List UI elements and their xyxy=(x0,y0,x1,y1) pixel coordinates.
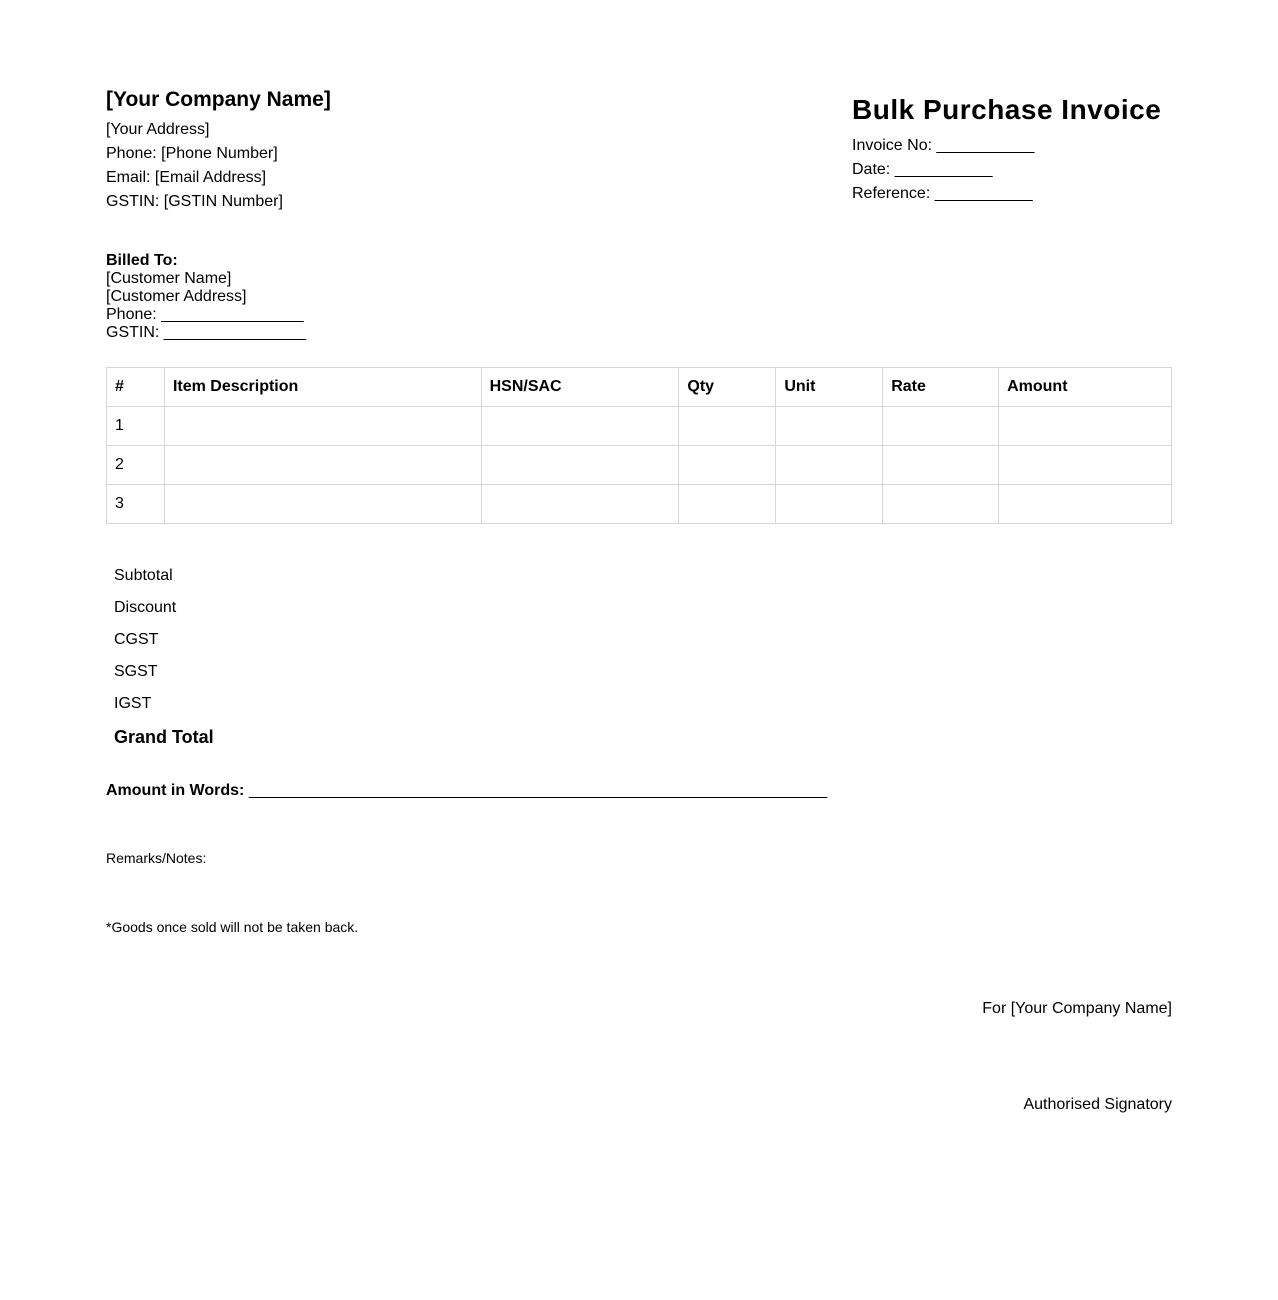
billed-to xyxy=(106,252,306,342)
seller-info xyxy=(106,86,331,214)
amount-in-words-label: Amount in Words: xyxy=(106,782,245,799)
customer-gstin: GSTIN: ________________ xyxy=(106,324,307,341)
invoice-date: Date: ___________ xyxy=(852,161,993,178)
rate-cell xyxy=(883,407,999,446)
hsn-sac-cell xyxy=(481,485,679,524)
rate-cell xyxy=(883,446,999,485)
invoice-title: Bulk Purchase Invoice xyxy=(852,94,1162,125)
remarks-label: Remarks/Notes: xyxy=(106,850,207,866)
item-description-cell xyxy=(164,407,481,446)
hsn-sac-cell xyxy=(481,446,679,485)
amount-in-words-blank: _________________________________________________________________ xyxy=(248,782,828,799)
header-qty: Qty xyxy=(679,368,776,407)
table-row xyxy=(107,485,1172,524)
cgst-label: CGST xyxy=(114,631,159,648)
invoice-number: Invoice No: ___________ xyxy=(852,137,1035,154)
unit-cell xyxy=(776,407,883,446)
customer-phone: Phone: ________________ xyxy=(106,306,304,323)
billed-to-heading: Billed To: xyxy=(106,252,178,269)
totals-section xyxy=(114,560,214,754)
table-header-row xyxy=(107,368,1172,407)
qty-cell xyxy=(679,446,776,485)
header-item-description: Item Description xyxy=(164,368,481,407)
customer-address: [Customer Address] xyxy=(106,288,247,305)
company-phone: Phone: [Phone Number] xyxy=(106,145,278,162)
invoice-reference: Reference: ___________ xyxy=(852,185,1033,202)
authorised-signatory: Authorised Signatory xyxy=(1023,1096,1172,1113)
hsn-sac-cell xyxy=(481,407,679,446)
company-name: [Your Company Name] xyxy=(106,88,331,111)
sgst-label: SGST xyxy=(114,663,158,680)
header-amount: Amount xyxy=(999,368,1172,407)
header-hsn-sac: HSN/SAC xyxy=(481,368,679,407)
rate-cell xyxy=(883,485,999,524)
amount-cell xyxy=(999,446,1172,485)
qty-cell xyxy=(679,407,776,446)
row-number: 3 xyxy=(107,485,165,524)
invoice-info xyxy=(852,92,1161,206)
unit-cell xyxy=(776,485,883,524)
table-row xyxy=(107,446,1172,485)
company-address: [Your Address] xyxy=(106,121,210,138)
item-description-cell xyxy=(164,446,481,485)
items-table xyxy=(106,367,1172,524)
customer-name: [Customer Name] xyxy=(106,270,232,287)
unit-cell xyxy=(776,446,883,485)
grand-total-label: Grand Total xyxy=(114,727,214,747)
for-company-label: For [Your Company Name] xyxy=(982,1000,1172,1017)
header-number: # xyxy=(107,368,165,407)
company-email: Email: [Email Address] xyxy=(106,169,267,186)
subtotal-label: Subtotal xyxy=(114,567,173,584)
row-number: 1 xyxy=(107,407,165,446)
header-rate: Rate xyxy=(883,368,999,407)
amount-cell xyxy=(999,407,1172,446)
header-unit: Unit xyxy=(776,368,883,407)
amount-in-words xyxy=(106,780,827,802)
company-gstin: GSTIN: [GSTIN Number] xyxy=(106,193,283,210)
row-number: 2 xyxy=(107,446,165,485)
table-row xyxy=(107,407,1172,446)
item-description-cell xyxy=(164,485,481,524)
discount-label: Discount xyxy=(114,599,177,616)
terms-note: *Goods once sold will not be taken back. xyxy=(106,919,359,935)
qty-cell xyxy=(679,485,776,524)
igst-label: IGST xyxy=(114,695,152,712)
amount-cell xyxy=(999,485,1172,524)
